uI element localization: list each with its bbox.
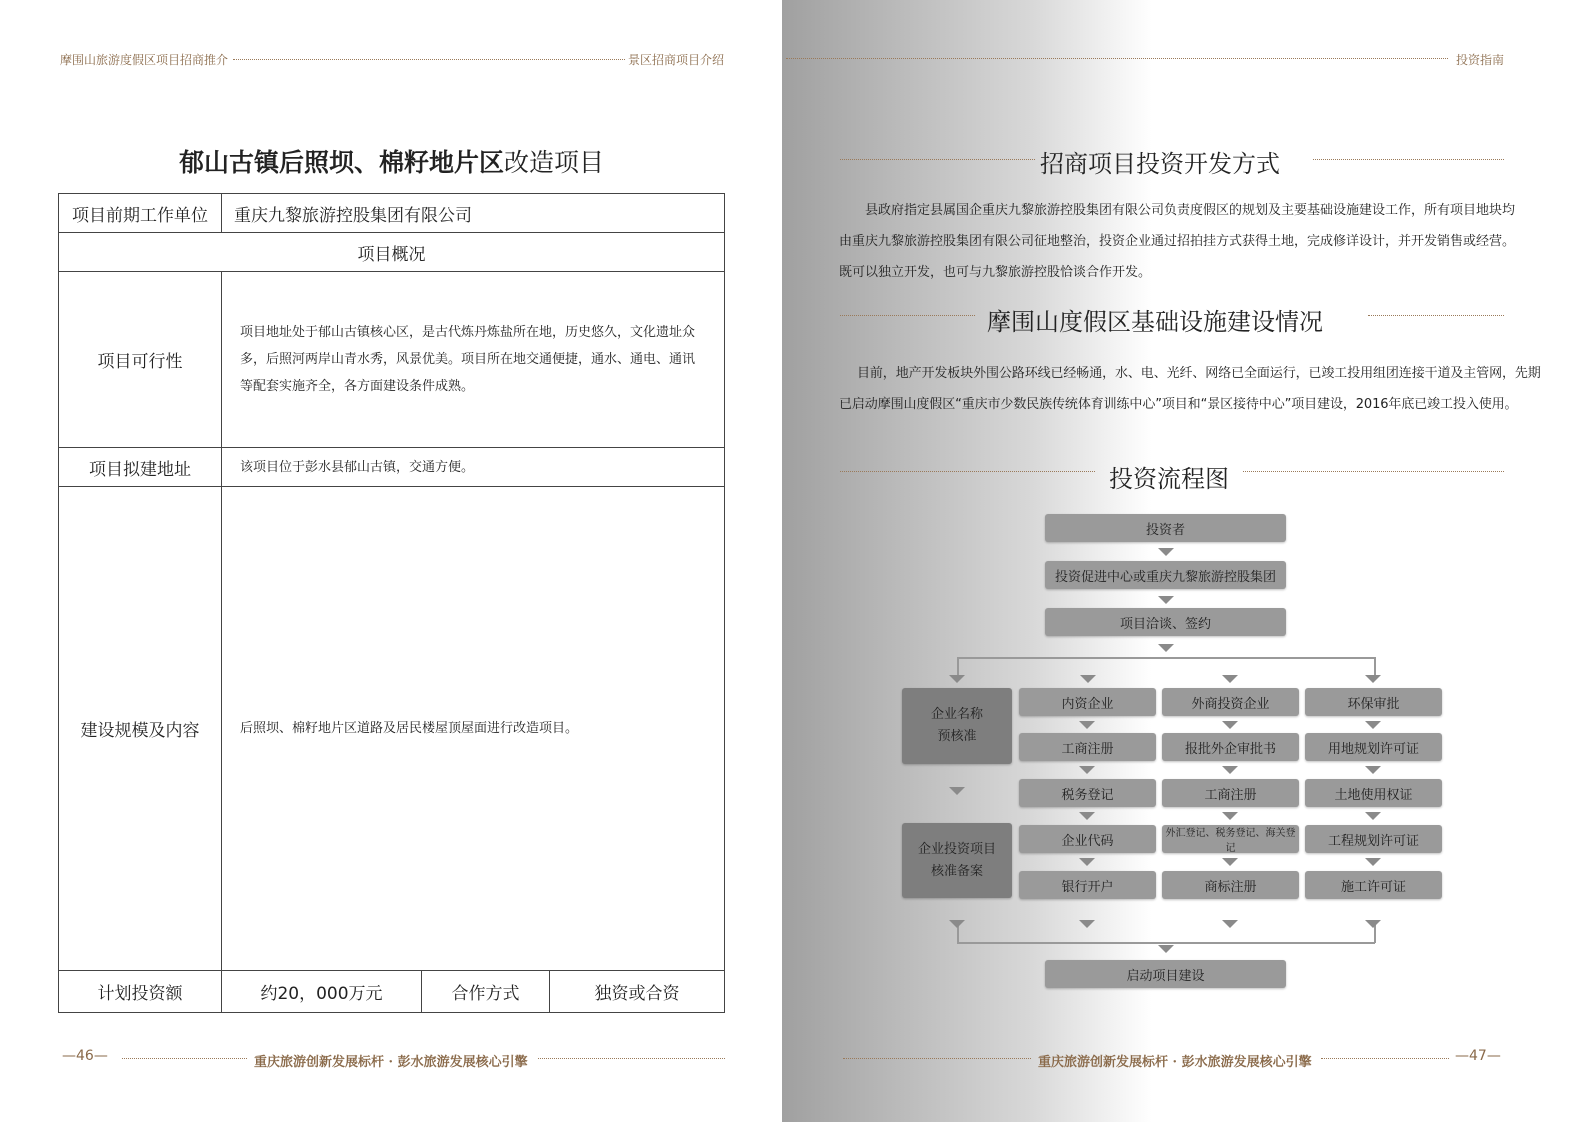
arrow-down-icon <box>949 920 965 928</box>
flow-step-investor: 投资者 <box>1045 514 1286 542</box>
title-rule <box>840 159 1035 160</box>
project-table <box>58 193 725 1013</box>
title-rule <box>840 315 975 316</box>
arrow-down-icon <box>1365 675 1381 683</box>
arrow-down-icon <box>949 787 965 795</box>
section-title-infrastructure: 摩围山度假区基础设施建设情况 <box>987 308 1323 336</box>
arrow-down-icon <box>1365 766 1381 774</box>
flow-step-col2: 外汇登记、税务登记、海关登记 <box>1162 825 1299 853</box>
footer-divider <box>122 1058 247 1059</box>
title-normal: 改造项目 <box>504 148 605 177</box>
arrow-down-icon <box>1365 920 1381 928</box>
flow-step-col2: 工商注册 <box>1162 779 1299 807</box>
scale-label: 建设规模及内容 <box>59 487 222 971</box>
flow-step-promotion-center: 投资促进中心或重庆九黎旅游控股集团 <box>1045 561 1286 589</box>
footer-divider <box>538 1058 725 1059</box>
arrow-down-icon <box>1079 721 1095 729</box>
coop-value: 独资或合资 <box>550 971 725 1013</box>
running-header-left: 摩围山旅游度假区项目招商推介 <box>60 53 229 67</box>
section-text-infrastructure: 目前，地产开发板块外围公路环线已经畅通，水、电、光纤、网络已全面运行，已竣工投用组团连接干道及主管网，先期已启动摩围山度假区“重庆市少数民族传统体育训练中心”项目和“景区接待中心”项目建设，2016年底已竣工投入使用。 <box>839 366 1541 412</box>
arrow-down-icon <box>1158 548 1174 556</box>
page-number: 47 <box>1469 1048 1487 1064</box>
invest-label: 计划投资额 <box>59 971 222 1013</box>
title-rule <box>1313 159 1504 160</box>
flow-step-start-construction: 启动项目建设 <box>1045 960 1286 988</box>
arrow-down-icon <box>949 675 965 683</box>
page-number-right: —47— <box>1455 1048 1501 1064</box>
flow-step-col1: 工商注册 <box>1019 733 1156 761</box>
page-number: 46 <box>76 1048 94 1064</box>
arrow-down-icon <box>1158 596 1174 604</box>
header-divider <box>786 58 1448 59</box>
title-rule <box>1368 315 1504 316</box>
flow-step-col2: 报批外企审批书 <box>1162 733 1299 761</box>
flow-step-col1: 企业代码 <box>1019 825 1156 853</box>
arrow-down-icon <box>1080 675 1096 683</box>
footer-slogan-left: 重庆旅游创新发展标杆 · 彭水旅游发展核心引擎 <box>254 1055 528 1070</box>
invest-value: 约20，000万元 <box>222 971 422 1013</box>
flow-step-col2: 外商投资企业 <box>1162 688 1299 716</box>
footer-divider <box>843 1058 1031 1059</box>
arrow-down-icon <box>1365 858 1381 866</box>
feasibility-label: 项目可行性 <box>59 272 222 448</box>
footer-divider <box>1321 1058 1449 1059</box>
flow-step-col3: 土地使用权证 <box>1305 779 1442 807</box>
arrow-down-icon <box>1222 675 1238 683</box>
flow-step-col1: 银行开户 <box>1019 871 1156 899</box>
branch-line <box>957 657 959 675</box>
address-value: 该项目位于彭水县郁山古镇，交通方便。 <box>222 448 725 487</box>
branch-line <box>1374 657 1376 675</box>
arrow-down-icon <box>1222 812 1238 820</box>
coop-label: 合作方式 <box>422 971 550 1013</box>
page-number-left: —46— <box>62 1048 108 1064</box>
arrow-down-icon <box>1079 858 1095 866</box>
arrow-down-icon <box>1222 920 1238 928</box>
flow-step-negotiation: 项目洽谈、签约 <box>1045 608 1286 636</box>
flow-step-col2: 商标注册 <box>1162 871 1299 899</box>
arrow-down-icon <box>1222 766 1238 774</box>
arrow-down-icon <box>1079 920 1095 928</box>
arrow-down-icon <box>1365 721 1381 729</box>
flow-step-col1: 税务登记 <box>1019 779 1156 807</box>
arrow-down-icon <box>1222 858 1238 866</box>
unit-value: 重庆九黎旅游控股集团有限公司 <box>222 194 725 233</box>
flow-step-col3: 施工许可证 <box>1305 871 1442 899</box>
running-header-section: 景区招商项目介绍 <box>628 53 725 67</box>
arrow-down-icon <box>1222 721 1238 729</box>
title-bold: 郁山古镇后照坝、棉籽地片区 <box>178 148 504 177</box>
arrow-down-icon <box>1079 766 1095 774</box>
arrow-down-icon <box>1158 644 1174 652</box>
section-title-investment-mode: 招商项目投资开发方式 <box>1040 150 1280 178</box>
section-text-investment-mode: 县政府指定县属国企重庆九黎旅游控股集团有限公司负责度假区的规划及主要基础设施建设工作，所有项目地块均由重庆九黎旅游控股集团有限公司征地整治，投资企业通过招拍挂方式获得土地，完成修详设计，并开发销售或经营。既可以独立开发，也可与九黎旅游控股恰谈合作开发。 <box>839 203 1516 280</box>
flow-left-name-approval: 企业名称预核准 <box>902 688 1012 764</box>
flow-step-col3: 用地规划许可证 <box>1305 733 1442 761</box>
running-header-guide: 投资指南 <box>1456 53 1505 67</box>
arrow-down-icon <box>1365 812 1381 820</box>
overview-heading: 项目概况 <box>59 233 725 272</box>
section-title-flowchart: 投资流程图 <box>1109 465 1229 493</box>
header-divider <box>233 59 625 60</box>
title-rule <box>1243 471 1504 472</box>
footer-slogan-right: 重庆旅游创新发展标杆 · 彭水旅游发展核心引擎 <box>1038 1055 1312 1070</box>
merge-line <box>957 942 1375 944</box>
feasibility-value: 项目地址处于郁山古镇核心区，是古代炼丹炼盐所在地，历史悠久，文化遗址众多，后照河两岸山青水秀，风景优美。项目所在地交通便捷，通水、通电、通讯等配套实施齐全，各方面建设条件成熟。 <box>222 272 725 448</box>
unit-label: 项目前期工作单位 <box>59 194 222 233</box>
scale-value: 后照坝、棉籽地片区道路及居民楼屋顶屋面进行改造项目。 <box>222 487 725 971</box>
title-rule <box>840 471 1095 472</box>
address-label: 项目拟建地址 <box>59 448 222 487</box>
flow-step-col3: 环保审批 <box>1305 688 1442 716</box>
flow-step-col1: 内资企业 <box>1019 688 1156 716</box>
page-title <box>58 143 725 179</box>
flow-step-col3: 工程规划许可证 <box>1305 825 1442 853</box>
flow-left-project-filing: 企业投资项目核准备案 <box>902 823 1012 898</box>
branch-line <box>957 657 1375 659</box>
arrow-down-icon <box>1079 812 1095 820</box>
arrow-down-icon <box>1158 945 1174 953</box>
